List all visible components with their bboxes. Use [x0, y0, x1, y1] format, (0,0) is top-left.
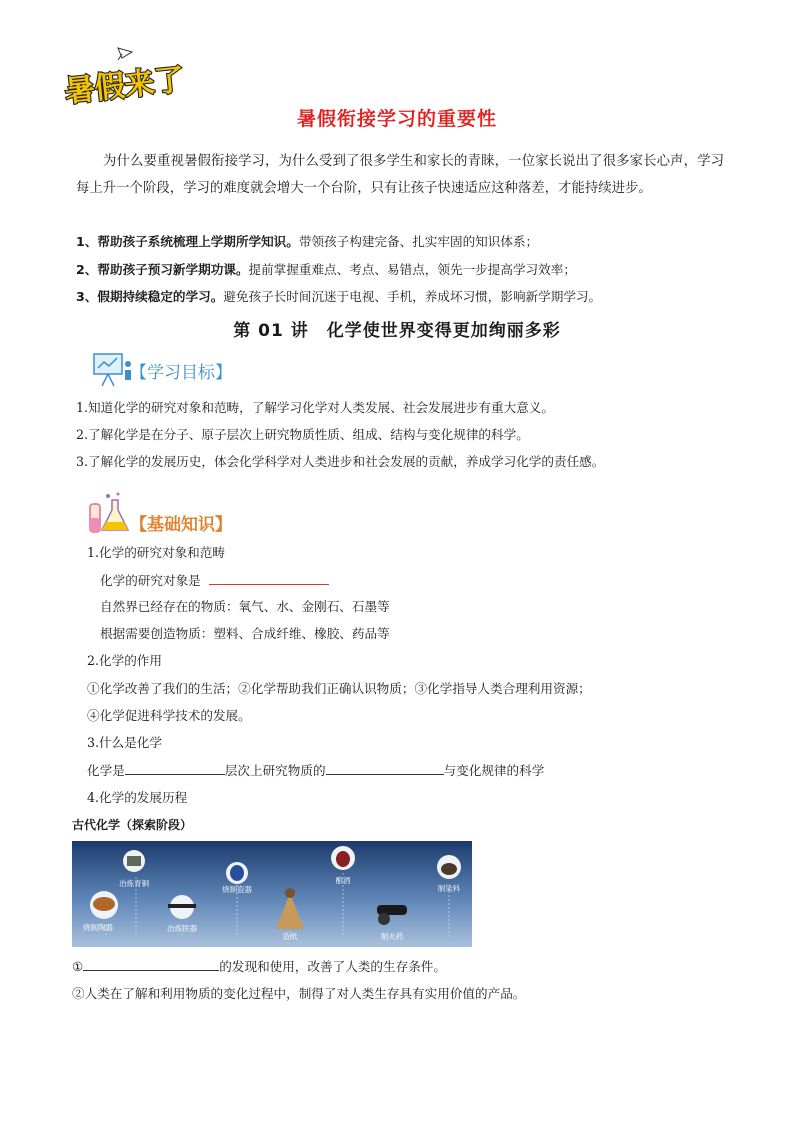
intro-paragraph: 为什么要重视暑假衔接学习，为什么受到了很多学生和家长的青睐，一位家长说出了很多家长心声，学习每上升一个阶段，学习的难度就会增大一个台阶，只有让孩子快速适应这种落差，才能持续进步。	[76, 154, 724, 196]
dye-pot-icon	[437, 855, 461, 879]
answer-blank-property[interactable]	[326, 760, 444, 775]
timeline-item-label: 造纸	[282, 932, 298, 941]
page-title: 暑假衔接学习的重要性	[296, 108, 497, 130]
question-2-line: ②人类在了解和利用物质的变化过程中，制得了对人类生存具有实用价值的产品。	[72, 986, 526, 1001]
knowledge-heading-4: 4.化学的发展历程	[87, 790, 188, 805]
chemistry-definition-line: 化学是 层次上研究物质的 与变化规律的科学	[87, 760, 544, 781]
section-header-basics: 【基础知识】	[130, 515, 232, 535]
timeline-item-label: 酿酒	[335, 876, 351, 885]
summer-logo	[60, 40, 190, 112]
goal-item-2: 2.了解化学是在分子、原子层次上研究物质性质、组成、结构与变化规律的科学。	[76, 427, 529, 442]
lesson-title: 第 01 讲 化学使世界变得更加绚丽多彩	[233, 321, 561, 341]
knowledge-heading-1: 1.化学的研究对象和范畴	[87, 545, 225, 560]
goal-item-3: 3.了解化学的发展历史，体会化学科学对人类进步和社会发展的贡献，养成学习化学的责任感。	[76, 454, 605, 469]
natural-substances-line: 自然界已经存在的物质：氧气、水、金刚石、石墨等	[100, 599, 390, 614]
answer-blank-level[interactable]	[125, 760, 225, 775]
question-1-line: ① 的发现和使用，改善了人类的生存条件。	[72, 956, 446, 977]
porcelain-icon	[226, 862, 248, 884]
ancient-chemistry-timeline	[72, 841, 472, 947]
knowledge-heading-3: 3.什么是化学	[87, 735, 162, 750]
ancient-chemistry-label: 古代化学（探索阶段）	[72, 818, 193, 832]
timeline-item-label: 冶炼青铜	[119, 879, 149, 888]
knowledge-heading-2: 2.化学的作用	[87, 653, 162, 668]
timeline-item-label: 烧制瓷器	[222, 885, 252, 894]
benefit-point-3: 3、假期持续稳定的学习。避免孩子长时间沉迷于电视、手机，养成坏习惯，影响新学期学习。	[76, 289, 602, 304]
answer-blank-object[interactable]	[209, 570, 329, 585]
bronze-vessel-icon	[123, 850, 145, 872]
wine-jar-icon	[331, 846, 355, 870]
benefit-point-2: 2、帮助孩子预习新学期功课。提前掌握重难点、考点、易错点，领先一步提高学习效率；	[76, 262, 576, 277]
timeline-item-label: 制火药	[380, 932, 404, 941]
presentation-board-icon	[88, 350, 136, 390]
research-object-line: 化学的研究对象是	[100, 570, 329, 591]
benefit-point-1: 1、帮助孩子系统梳理上学期所学知识。带领孩子构建完备、扎实牢固的知识体系；	[76, 234, 539, 249]
answer-blank-discovery[interactable]	[83, 956, 219, 971]
goal-item-1: 1.知道化学的研究对象和范畴，了解学习化学对人类发展、社会发展进步有重大意义。	[76, 400, 554, 415]
pottery-icon	[90, 891, 118, 919]
timeline-item-label: 制染料	[437, 884, 461, 893]
chemistry-role-line-2: ④化学促进科学技术的发展。	[87, 708, 251, 723]
flask-icon	[84, 490, 134, 538]
created-substances-line: 根据需要创造物质：塑料、合成纤维、橡胶、药品等	[100, 626, 390, 641]
chemistry-role-line-1: ①化学改善了我们的生活；②化学帮助我们正确认识物质；③化学指导人类合理利用资源；	[87, 681, 591, 696]
section-header-goals: 【学习目标】	[130, 363, 232, 383]
timeline-item-label: 冶炼铁器	[167, 924, 197, 933]
timeline-item-label: 烧制陶器	[83, 923, 113, 932]
logo-text: 暑假来了	[63, 62, 187, 110]
